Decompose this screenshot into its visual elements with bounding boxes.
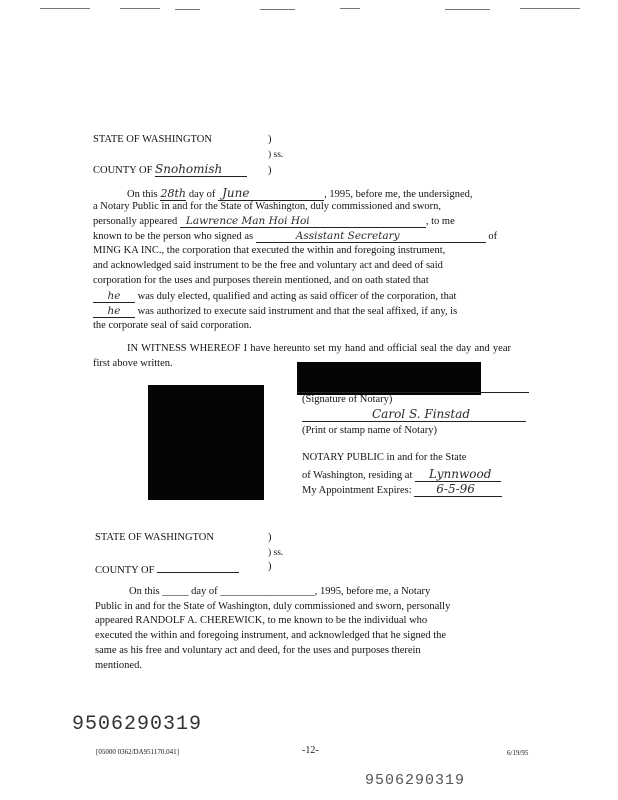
county-label-2: COUNTY OF <box>95 565 155 576</box>
known-text: known to be the person who signed as <box>93 231 254 242</box>
he-value-2: he <box>93 305 135 318</box>
ss-marker: ) ss. <box>268 150 284 160</box>
month-value: June <box>218 186 324 201</box>
page-number: -12- <box>302 745 319 756</box>
ack1-line2: a Notary Public in and for the State of Washington, duly commissioned and sworn, <box>93 201 442 212</box>
of-text: of <box>488 231 498 242</box>
notary-public-label: NOTARY PUBLIC in and for the State <box>302 452 467 463</box>
authorized-text: was authorized to execute said instrument and that the seal affixed, if any, is <box>137 306 458 317</box>
redacted-block-signature <box>297 362 481 395</box>
scan-edge-line <box>40 8 90 9</box>
ack1-line4 <box>93 230 497 243</box>
ack1-line3 <box>93 215 455 228</box>
stamp-number: 9506290319 <box>365 772 466 789</box>
county-label: COUNTY OF <box>93 165 153 176</box>
ack2-line6: mentioned. <box>95 660 142 671</box>
county-value: Snohomish <box>155 162 247 177</box>
scan-edge-line <box>445 9 490 10</box>
residing-line <box>302 467 501 482</box>
scan-edge-line <box>120 8 160 9</box>
on-this-text: On this <box>127 189 158 200</box>
ack2-line5: same as his free and voluntary act and deed, for the uses and purposes therein <box>95 645 421 656</box>
he-value-1: he <box>93 290 135 303</box>
day-value: 28th <box>160 187 187 200</box>
ack1-line6: and acknowledged said instrument to be the free and voluntary act and deed of said <box>93 260 443 271</box>
day-of-text: day of <box>188 189 216 200</box>
residing-value: Lynnwood <box>415 467 501 482</box>
ack2-line2: Public in and for the State of Washington, duly commissioned and sworn, personally <box>95 601 451 612</box>
ack1-line7: corporation for the uses and purposes therein mentioned, and on oath stated that <box>93 275 429 286</box>
ack2-line4: executed the within and foregoing instrument, and acknowledged that he signed the <box>95 630 447 641</box>
officer-title-value: Assistant Secretary <box>256 230 486 243</box>
ack1-line8 <box>93 290 456 303</box>
witness-paragraph: IN WITNESS WHEREOF I have hereunto set my hand and official seal the day and year first above written. <box>93 343 511 369</box>
ack2-line1: On this _____ day of __________________, 1995, before me, a Notary <box>129 586 431 597</box>
ss-marker-2: ) ss. <box>268 548 284 558</box>
print-label: (Print or stamp name of Notary) <box>302 425 438 436</box>
scan-edge-line <box>340 8 360 9</box>
document-code: [05000 0362/DA951170.041] <box>96 748 179 756</box>
expires-line <box>302 482 502 497</box>
scan-edge-line <box>175 9 200 10</box>
scan-edge-line <box>520 8 580 9</box>
signature-label: (Signature of Notary) <box>302 394 393 405</box>
scan-edge-line <box>260 9 295 10</box>
county-line-2 <box>95 561 239 576</box>
elected-text: was duly elected, qualified and acting as said officer of the corporation, that <box>137 291 457 302</box>
county-line <box>93 162 247 177</box>
expires-label: My Appointment Expires: <box>302 485 412 496</box>
county-paren-2: ) <box>268 561 272 572</box>
county-paren: ) <box>268 165 272 176</box>
recording-number: 9506290319 <box>72 713 203 736</box>
notary-printed-name: Carol S. Finstad <box>302 407 526 422</box>
to-me-text: , to me <box>425 216 455 227</box>
date-code: 6/19/95 <box>507 749 529 757</box>
appeared-value: Lawrence Man Hoi Hoi <box>180 215 426 228</box>
ack1-line1 <box>127 186 472 201</box>
state-paren-2: ) <box>268 532 272 543</box>
residing-label: of Washington, residing at <box>302 470 413 481</box>
redacted-block-seal <box>148 385 264 500</box>
county-blank-2 <box>157 561 239 573</box>
ack1-line9 <box>93 305 457 318</box>
printed-name-line <box>302 407 526 422</box>
state-heading-2: STATE OF WASHINGTON <box>95 532 214 543</box>
state-paren: ) <box>268 134 272 145</box>
appeared-text: personally appeared <box>93 216 178 227</box>
signature-line <box>297 392 529 393</box>
ack1-line10: the corporate seal of said corporation. <box>93 320 252 331</box>
state-heading: STATE OF WASHINGTON <box>93 134 212 145</box>
year-text: , 1995, before me, the undersigned, <box>324 189 473 200</box>
ack1-line5: MING KA INC., the corporation that executed the within and foregoing instrument, <box>93 245 446 256</box>
ack2-line3: appeared RANDOLF A. CHEREWICK, to me known to be the individual who <box>95 615 428 626</box>
expires-value: 6-5-96 <box>414 482 502 497</box>
